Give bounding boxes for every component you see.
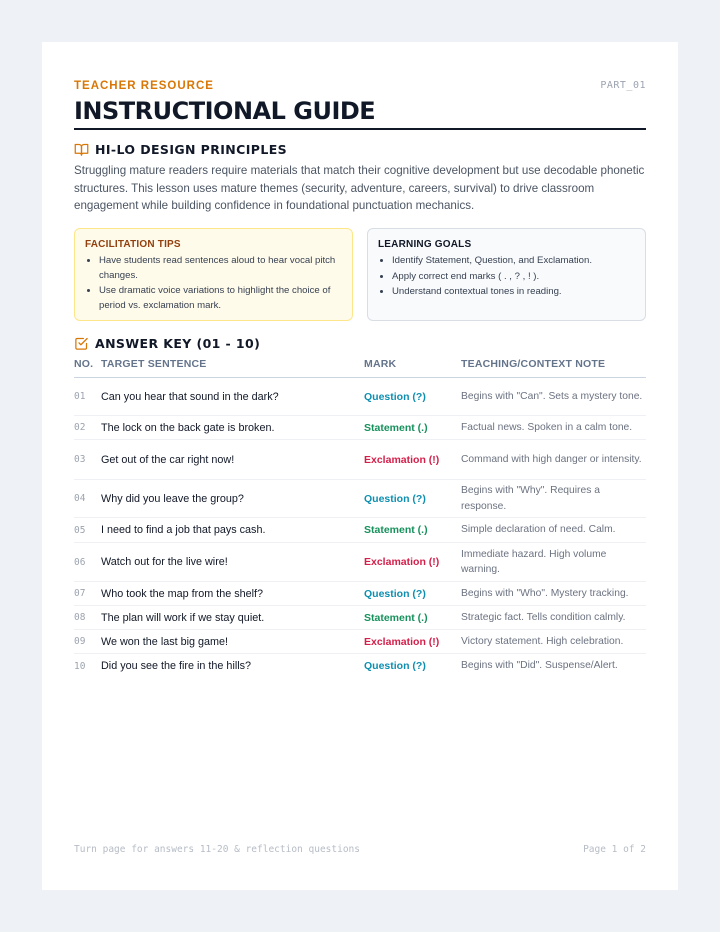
- answer-key-heading-text: ANSWER KEY (01 - 10): [95, 336, 261, 351]
- table-row: [74, 630, 646, 654]
- row-sentence: The lock on the back gate is broken.: [101, 421, 275, 434]
- table-row: [74, 518, 646, 543]
- row-note: Begins with "Can". Sets a mystery tone.: [461, 390, 643, 402]
- answer-key-table: [74, 358, 646, 678]
- row-note: Victory statement. High celebration.: [461, 635, 624, 647]
- goals-list: [378, 254, 635, 300]
- eyebrow-label: TEACHER RESOURCE: [74, 80, 214, 92]
- row-note: Simple declaration of need. Calm.: [461, 524, 616, 536]
- row-number: 10: [74, 660, 86, 672]
- row-mark: Exclamation (!): [364, 453, 440, 466]
- tips-heading: FACILITATION TIPS: [85, 239, 181, 250]
- table-row: [74, 654, 646, 678]
- row-sentence: Did you see the fire in the hills?: [101, 660, 252, 672]
- learning-goals-box: [367, 228, 646, 321]
- facilitation-tips-box: [74, 228, 353, 321]
- row-mark: Statement (.): [364, 611, 428, 624]
- row-note: Strategic fact. Tells condition calmly.: [461, 611, 626, 623]
- goals-heading: LEARNING GOALS: [378, 239, 472, 250]
- table-header: [74, 358, 646, 378]
- tips-item: • Use dramatic voice variations to highlight the choice of period vs. exclamation mark.: [99, 284, 342, 313]
- row-note: Command with high danger or intensity.: [461, 453, 642, 465]
- row-sentence: We won the last big game!: [101, 635, 229, 648]
- row-number: 01: [74, 391, 86, 402]
- tips-list: [85, 254, 342, 313]
- book-open-icon: [74, 142, 89, 157]
- part-label: PART_01: [600, 80, 646, 91]
- row-sentence: Get out of the car right now!: [101, 453, 235, 466]
- column-header-mark: MARK: [364, 358, 397, 370]
- row-sentence: I need to find a job that pays cash.: [101, 524, 266, 536]
- tips-item: • Have students read sentences aloud to hear vocal pitch changes.: [99, 254, 342, 283]
- row-mark: Question (?): [364, 587, 426, 600]
- row-mark: Exclamation (!): [364, 635, 440, 648]
- row-note: Factual news. Spoken in a calm tone.: [461, 421, 633, 433]
- row-number: 02: [74, 422, 86, 433]
- goals-item: • Identify Statement, Question, and Exclamation.: [392, 254, 635, 269]
- column-header-sentence: TARGET SENTENCE: [101, 358, 207, 370]
- footer-note: Turn page for answers 11-20 & reflection questions: [74, 844, 360, 855]
- row-number: 07: [74, 588, 86, 599]
- principles-body: Struggling mature readers require materials that match their cognitive development but use decodable phonetic structures. This lesson uses mature themes (security, adventure, careers, survival) to drive classroom engagement while building confidence in foundational punctuation mechanics.: [74, 164, 645, 212]
- page-title: INSTRUCTIONAL GUIDE: [74, 97, 376, 125]
- table-row: [74, 606, 646, 630]
- row-mark: Statement (.): [364, 421, 428, 434]
- row-mark: Exclamation (!): [364, 556, 440, 568]
- row-number: 04: [74, 493, 86, 504]
- row-note: Begins with "Why". Requires a response.: [461, 485, 600, 512]
- goals-item: • Understand contextual tones in reading.: [392, 285, 635, 300]
- row-note: Begins with "Who". Mystery tracking.: [461, 587, 629, 599]
- answer-key-heading: [74, 336, 260, 351]
- page: [42, 42, 678, 890]
- title-divider: [74, 128, 646, 130]
- row-mark: Question (?): [364, 390, 426, 403]
- checkbox-icon: [74, 336, 89, 351]
- table-row: [74, 378, 646, 416]
- row-mark: Statement (.): [364, 524, 428, 536]
- goals-item: • Apply correct end marks ( . , ? , ! ).: [392, 270, 635, 285]
- principles-heading: [74, 142, 287, 157]
- row-number: 03: [74, 454, 86, 465]
- row-note: Immediate hazard. High volume warning.: [461, 548, 607, 575]
- page-number: Page 1 of 2: [583, 844, 646, 855]
- row-mark: Question (?): [364, 492, 426, 505]
- table-row: [74, 480, 646, 518]
- row-number: 09: [74, 636, 86, 647]
- table-row: [74, 543, 646, 582]
- row-sentence: Watch out for the live wire!: [101, 556, 228, 568]
- row-sentence: The plan will work if we stay quiet.: [101, 611, 265, 624]
- row-mark: Question (?): [364, 660, 426, 672]
- column-header-no: NO.: [74, 358, 94, 370]
- column-header-note: TEACHING/CONTEXT NOTE: [461, 358, 606, 370]
- row-number: 08: [74, 612, 86, 623]
- row-sentence: Who took the map from the shelf?: [101, 587, 264, 600]
- row-number: 05: [74, 524, 86, 536]
- principles-heading-text: HI-LO DESIGN PRINCIPLES: [95, 142, 288, 157]
- row-sentence: Can you hear that sound in the dark?: [101, 390, 279, 403]
- table-row: [74, 440, 646, 480]
- row-number: 06: [74, 556, 86, 568]
- table-row: [74, 416, 646, 440]
- row-sentence: Why did you leave the group?: [101, 492, 244, 505]
- row-note: Begins with "Did". Suspense/Alert.: [461, 660, 618, 672]
- table-row: [74, 582, 646, 606]
